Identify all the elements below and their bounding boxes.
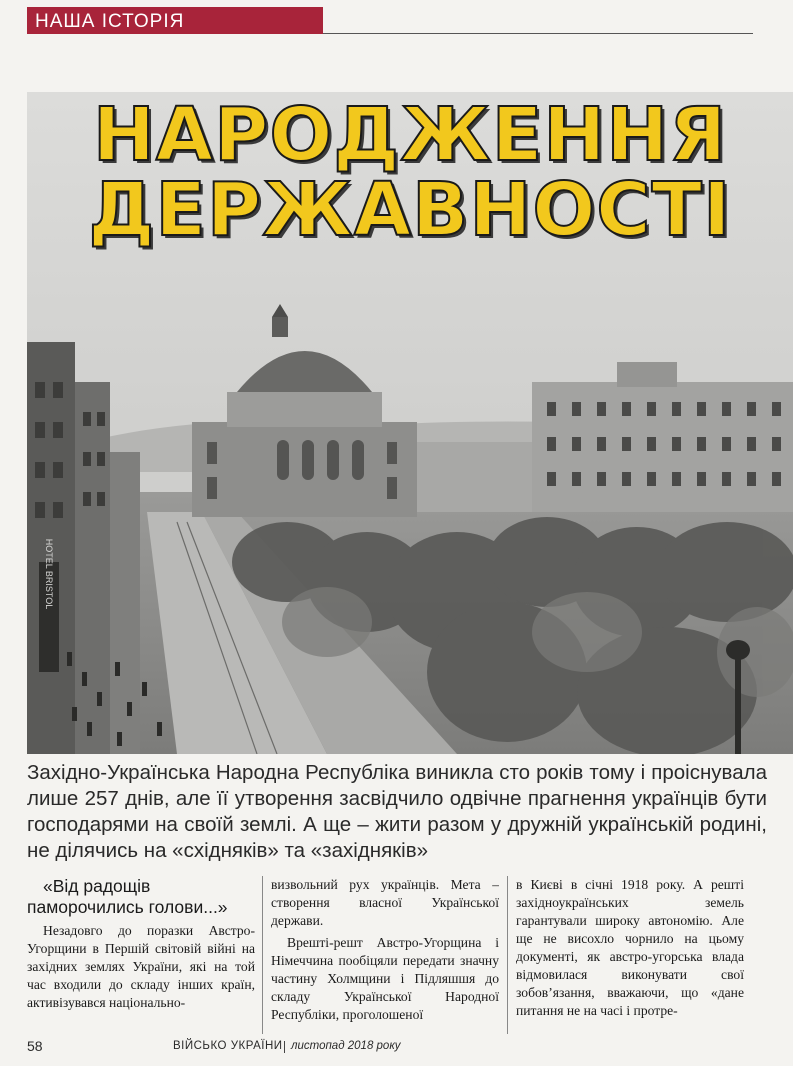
column-divider <box>262 876 263 1034</box>
article-subhead: «Від радощів паморочились голови...» <box>27 876 228 917</box>
column-2-text-1: визвольний рух українців. Мета – створення власної Української держави. <box>271 877 499 928</box>
article-column-2 <box>271 876 499 1036</box>
right-building <box>532 362 793 512</box>
section-label: НАША ІСТОРІЯ <box>35 11 185 32</box>
hotel-sign: HOTEL BRISTOL <box>44 538 54 610</box>
article-column-3 <box>516 876 744 1036</box>
headline-line-1: НАРОДЖЕННЯ <box>92 92 728 178</box>
header-rule <box>323 33 753 34</box>
headline-line-2: ДЕРЖАВНОСТІ <box>88 167 732 254</box>
column-1-text: Незадовго до поразки Австро-Угорщини в Першій світовій війні на західних землях України, які на той час входили до складу інших країн, активізувався національно- <box>27 923 255 1010</box>
headline <box>27 92 793 254</box>
lead-paragraph: Західно-Українська Народна Республіка виникла сто років тому і проіснувала лише 257 днів, але її утворення засвідчило одвічне прагнення українців бути господарями на своїй землі. А ще – жити разом у дружній українській родині, не ділячись на «східняків» та «західняків» <box>27 761 767 862</box>
magazine-name: ВІЙСЬКО УКРАЇНИ <box>173 1040 283 1052</box>
column-2-text-2: Врешті-решт Австро-Угорщина і Німеччина пообіцяли передати значну частину Холмщини і Підляшшя до складу Української Народної Республіки, проголошеної <box>271 935 499 1022</box>
page-footer <box>27 1038 767 1058</box>
column-3-text: в Києві в січні 1918 року. А решті західноукраїнських земель гарантували широку автономію. Але ще не висохло чорнило на цьому документі, як австро-угорська влада відмовилася виконувати свої зобов’язання, вважаючи, що «дане питання не на часі і протре- <box>516 877 744 1018</box>
column-divider <box>507 876 508 1034</box>
page-number: 58 <box>27 1038 43 1054</box>
article-column-1 <box>27 876 255 1036</box>
footer-separator <box>284 1041 285 1053</box>
issue-date: листопад 2018 року <box>291 1040 401 1052</box>
section-header <box>27 7 323 34</box>
